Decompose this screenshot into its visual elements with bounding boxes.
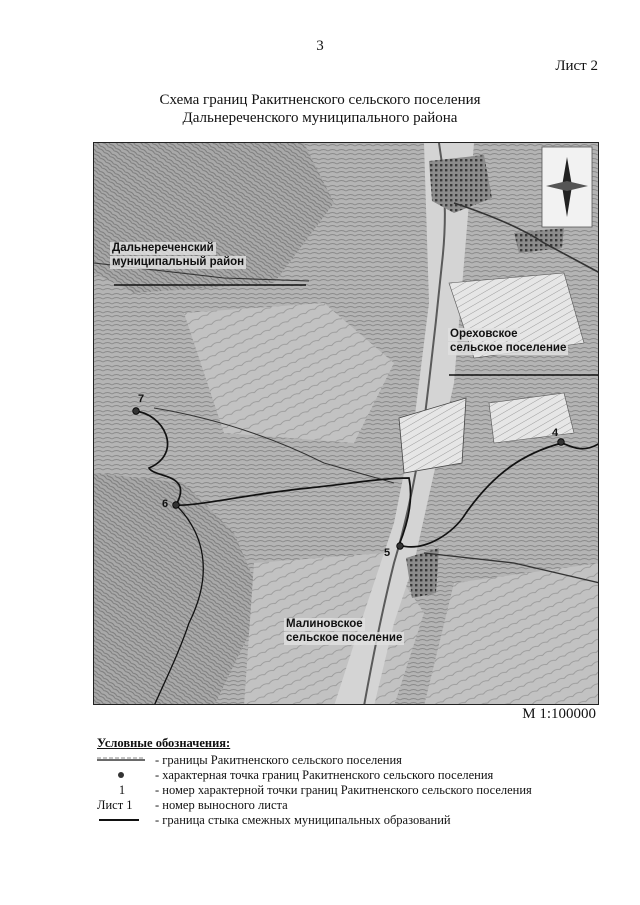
legend-item-junction: [97, 813, 597, 828]
orekhovskoe-label-line2: сельское поселение: [450, 342, 567, 354]
legend-item-point: [97, 768, 597, 783]
boundary-point-7: [133, 408, 140, 415]
topographic-map: [93, 142, 599, 705]
legend-text-point: - характерная точка границ Ракитненского сельского поселения: [155, 768, 494, 782]
malinovskoe-label-line2: сельское поселение: [286, 632, 403, 644]
map-title-line2: Дальнереченского муниципального района: [182, 110, 458, 126]
malinovskoe-label-line1: Малиновское: [286, 618, 363, 630]
boundary-line-icon: [97, 753, 147, 768]
boundary-point-6: [173, 502, 180, 509]
orekhovskoe-label-line1: Ореховское: [450, 328, 518, 340]
page-number: 3: [316, 38, 324, 54]
legend-text-boundary: - границы Ракитненского сельского поселения: [155, 753, 402, 767]
legend-text-number: - номер характерной точки границ Ракитненского сельского поселения: [155, 783, 532, 797]
point-number-5: 5: [384, 547, 391, 559]
district-label-line1: Дальнереченский: [112, 242, 214, 254]
boundary-point-4: [558, 439, 565, 446]
district-label-line2: муниципальный район: [112, 256, 245, 268]
legend-item-sheet: [97, 798, 597, 813]
point-dot-icon: [97, 768, 147, 783]
legend-text-junction: - граница стыка смежных муниципальных образований: [155, 813, 451, 827]
map-scale: М 1:100000: [522, 706, 596, 722]
junction-line-icon: [97, 813, 147, 828]
legend-symbol-number: 1: [118, 783, 126, 797]
north-arrow-icon: [542, 147, 592, 227]
legend-item-number: [97, 783, 597, 798]
point-number-4: 4: [552, 427, 559, 439]
legend-text-sheet: - номер выносного листа: [155, 798, 288, 812]
legend-symbol-sheet: Лист 1: [97, 798, 133, 812]
boundary-point-5: [397, 543, 404, 550]
point-number-7: 7: [138, 393, 145, 405]
legend-title: Условные обозначения:: [97, 736, 231, 750]
legend-item-boundary: [97, 753, 597, 768]
map-title-line1: Схема границ Ракитненского сельского поселения: [159, 92, 481, 108]
point-number-6: 6: [162, 498, 169, 510]
map-legend: [97, 736, 597, 828]
sheet-label: Лист 2: [555, 58, 598, 74]
